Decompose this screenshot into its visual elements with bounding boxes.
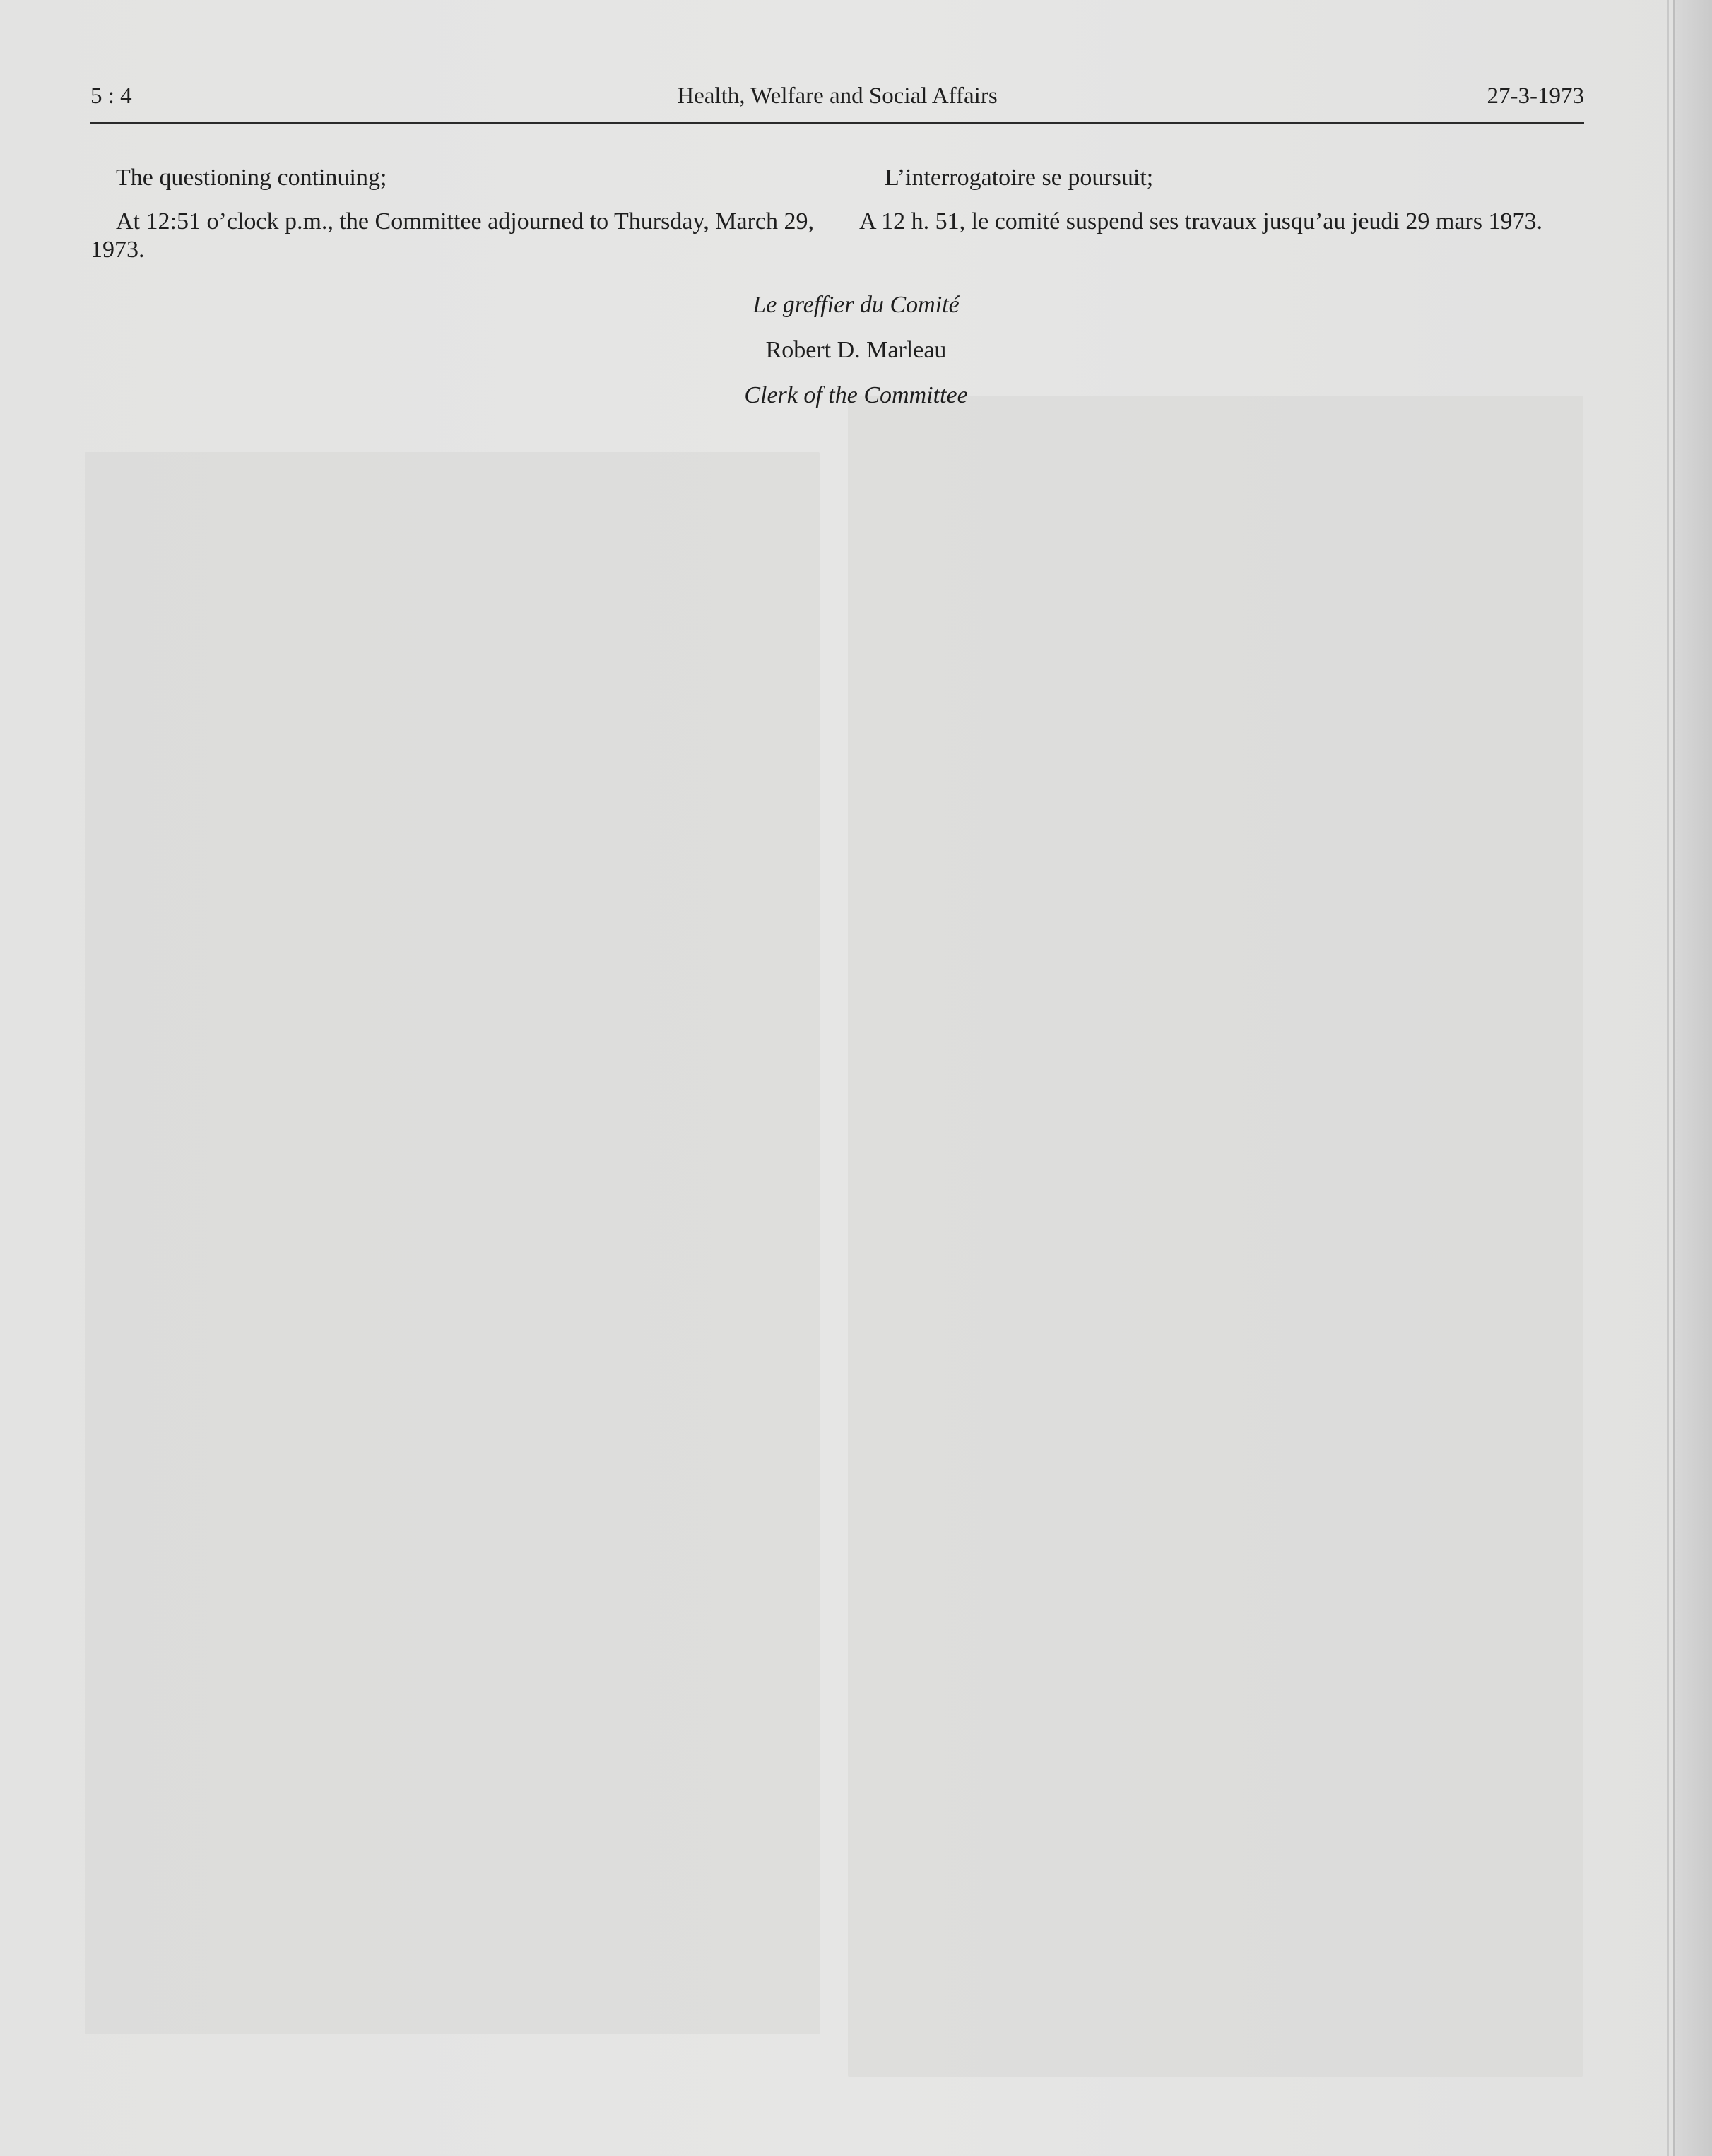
page-number: 5 : 4 <box>90 83 132 109</box>
bleed-through-block <box>85 452 820 2034</box>
adjournment-paragraph: At 12:51 o’clock p.m., the Committee adjourned to Thursday, March 29, 1973. <box>90 208 814 263</box>
questioning-paragraph-fr: L’interrogatoire se poursuit; <box>885 165 1154 191</box>
bleed-through-block <box>848 396 1583 2077</box>
header-rule <box>90 122 1584 124</box>
english-column <box>90 164 814 280</box>
adjournment-paragraph-fr: A 12 h. 51, le comité suspend ses travaux jusqu’au jeudi 29 mars 1973. <box>859 208 1542 235</box>
clerk-title-en: Clerk of the Committee <box>744 382 968 408</box>
signature-block <box>0 291 1712 427</box>
page-header <box>90 83 1584 123</box>
questioning-paragraph: The questioning continuing; <box>116 165 387 191</box>
clerk-title-fr: Le greffier du Comité <box>752 292 960 318</box>
clerk-name: Robert D. Marleau <box>765 337 947 363</box>
french-column <box>859 164 1583 251</box>
header-title: Health, Welfare and Social Affairs <box>677 83 998 109</box>
header-date: 27-3-1973 <box>1487 83 1584 109</box>
